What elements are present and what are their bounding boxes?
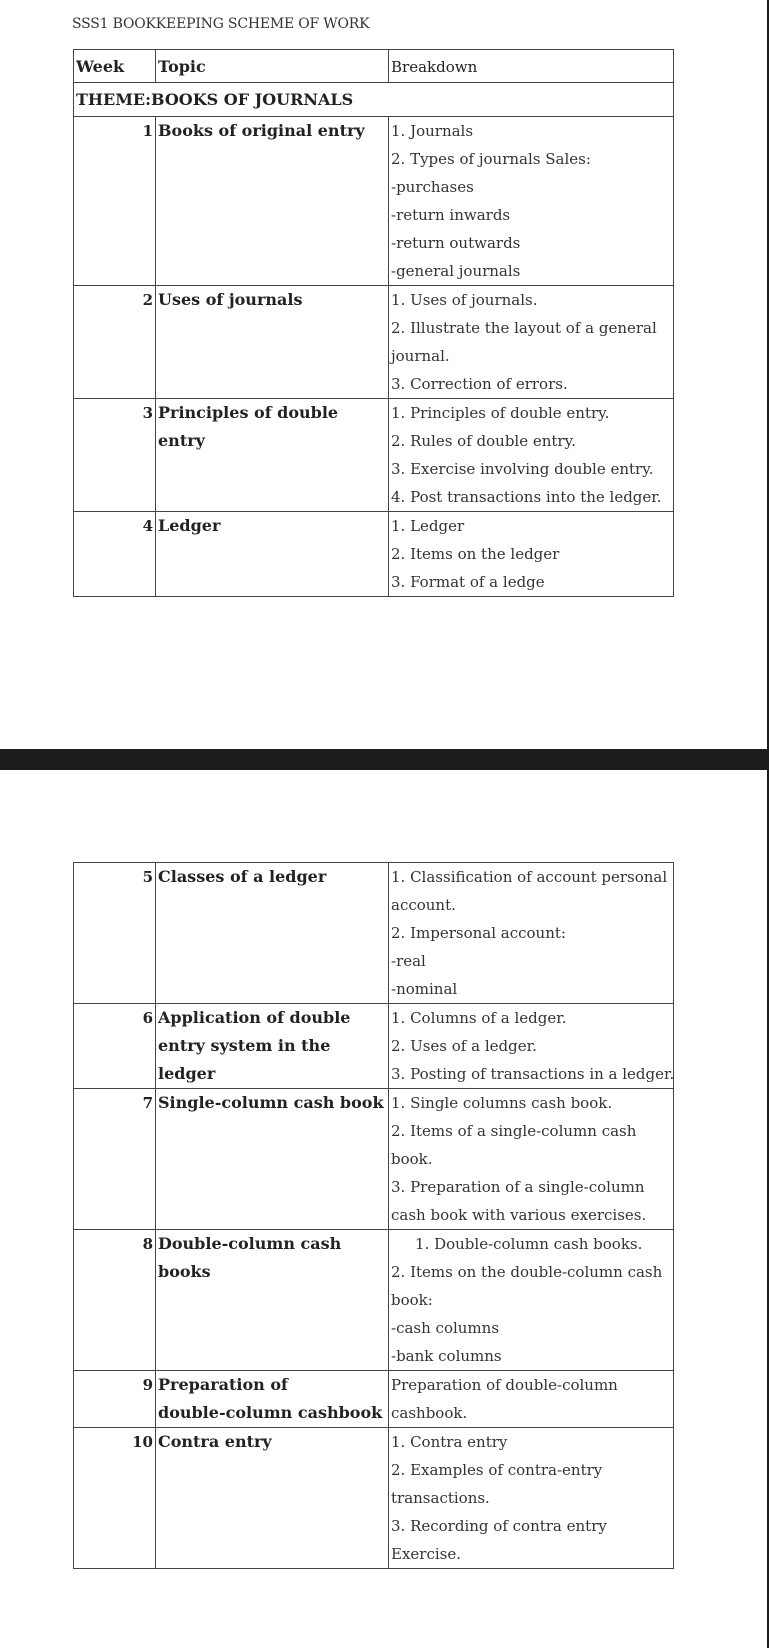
- week-number: 1: [74, 117, 156, 286]
- topic-line: books: [158, 1262, 211, 1281]
- breakdown-line: account.: [391, 896, 456, 914]
- breakdown-line: 1. Ledger: [391, 517, 465, 535]
- breakdown-line: 1. Classification of account personal: [391, 868, 668, 886]
- breakdown-line: cashbook.: [391, 1404, 468, 1422]
- breakdown-cell: [389, 1428, 674, 1569]
- breakdown-line: 2. Impersonal account:: [391, 924, 566, 942]
- topic-cell: [156, 1428, 389, 1569]
- table-row: [74, 863, 674, 1004]
- breakdown-line: 1. Journals: [391, 122, 474, 140]
- breakdown-line: 3. Preparation of a single-column: [391, 1178, 645, 1196]
- topic-line: Uses of journals: [158, 290, 303, 309]
- week-number: 10: [74, 1428, 156, 1569]
- breakdown-line: 3. Format of a ledge: [391, 573, 545, 591]
- breakdown-cell: [389, 399, 674, 512]
- breakdown-line: -bank columns: [391, 1347, 502, 1365]
- breakdown-line: book:: [391, 1291, 433, 1309]
- breakdown-line: Exercise.: [391, 1545, 461, 1563]
- table-row: [74, 1428, 674, 1569]
- week-number: 7: [74, 1089, 156, 1230]
- topic-cell: [156, 117, 389, 286]
- topic-cell: [156, 1230, 389, 1371]
- breakdown-cell: [389, 512, 674, 597]
- theme-label: THEME:BOOKS OF JOURNALS: [74, 83, 674, 117]
- table-row: [74, 286, 674, 399]
- theme-row: [74, 83, 674, 117]
- table-row: [74, 1004, 674, 1089]
- header-week: Week: [74, 50, 156, 83]
- header-topic: Topic: [156, 50, 389, 83]
- scheme-table-part-2: [73, 862, 674, 1569]
- topic-cell: [156, 512, 389, 597]
- table-row: [74, 399, 674, 512]
- breakdown-line: -cash columns: [391, 1319, 500, 1337]
- breakdown-line: 2. Types of journals Sales:: [391, 150, 591, 168]
- breakdown-cell: [389, 1089, 674, 1230]
- breakdown-line: -return inwards: [391, 206, 511, 224]
- topic-cell: [156, 399, 389, 512]
- week-number: 8: [74, 1230, 156, 1371]
- breakdown-line: -general journals: [391, 262, 521, 280]
- table-row: [74, 1371, 674, 1428]
- breakdown-line: transactions.: [391, 1489, 490, 1507]
- week-number: 2: [74, 286, 156, 399]
- document-title: SSS1 BOOKKEEPING SCHEME OF WORK: [72, 16, 370, 32]
- breakdown-line: 1. Double-column cash books.: [415, 1235, 643, 1253]
- breakdown-line: 2. Rules of double entry.: [391, 432, 576, 450]
- scheme-table-part-1: [73, 49, 674, 597]
- breakdown-line: 3. Posting of transactions in a ledger.: [391, 1065, 675, 1083]
- breakdown-cell: [389, 1004, 674, 1089]
- breakdown-line: journal.: [391, 347, 450, 365]
- table-row: [74, 117, 674, 286]
- topic-line: Application of double: [158, 1008, 351, 1027]
- breakdown-line: 3. Recording of contra entry: [391, 1517, 607, 1535]
- breakdown-line: 1. Uses of journals.: [391, 291, 538, 309]
- breakdown-line: 2. Items of a single-column cash: [391, 1122, 637, 1140]
- breakdown-line: -real: [391, 952, 426, 970]
- breakdown-line: 2. Uses of a ledger.: [391, 1037, 537, 1055]
- breakdown-cell: [389, 117, 674, 286]
- table-row: [74, 1230, 674, 1371]
- breakdown-line: 2. Illustrate the layout of a general: [391, 319, 657, 337]
- week-number: 9: [74, 1371, 156, 1428]
- breakdown-line: 1. Columns of a ledger.: [391, 1009, 567, 1027]
- topic-line: Double-column cash: [158, 1234, 342, 1253]
- topic-cell: [156, 863, 389, 1004]
- topic-line: Single-column cash book: [158, 1093, 384, 1112]
- breakdown-line: -nominal: [391, 980, 458, 998]
- breakdown-line: 3. Exercise involving double entry.: [391, 460, 654, 478]
- breakdown-cell: [389, 863, 674, 1004]
- table-row: [74, 1089, 674, 1230]
- topic-line: Ledger: [158, 516, 221, 535]
- breakdown-line: 2. Items on the ledger: [391, 545, 560, 563]
- week-number: 5: [74, 863, 156, 1004]
- breakdown-line: -return outwards: [391, 234, 521, 252]
- breakdown-cell: [389, 1230, 674, 1371]
- topic-cell: [156, 1004, 389, 1089]
- breakdown-line: 1. Principles of double entry.: [391, 404, 610, 422]
- week-number: 6: [74, 1004, 156, 1089]
- week-number: 4: [74, 512, 156, 597]
- breakdown-line: book.: [391, 1150, 433, 1168]
- table-row: [74, 512, 674, 597]
- week-number: 3: [74, 399, 156, 512]
- topic-cell: [156, 1371, 389, 1428]
- document-page-1: [0, 0, 767, 749]
- topic-line: Classes of a ledger: [158, 867, 327, 886]
- breakdown-line: 1. Contra entry: [391, 1433, 508, 1451]
- topic-cell: [156, 1089, 389, 1230]
- breakdown-line: -purchases: [391, 178, 474, 196]
- header-breakdown: Breakdown: [389, 50, 674, 83]
- topic-line: Contra entry: [158, 1432, 272, 1451]
- breakdown-line: 2. Examples of contra-entry: [391, 1461, 603, 1479]
- breakdown-line: 2. Items on the double-column cash: [391, 1263, 663, 1281]
- header-row: [74, 50, 674, 83]
- breakdown-line: 4. Post transactions into the ledger.: [391, 488, 662, 506]
- breakdown-line: 3. Correction of errors.: [391, 375, 568, 393]
- topic-line: double-column cashbook: [158, 1403, 383, 1422]
- breakdown-cell: [389, 1371, 674, 1428]
- breakdown-line: 1. Single columns cash book.: [391, 1094, 613, 1112]
- topic-line: Preparation of: [158, 1375, 288, 1394]
- topic-cell: [156, 286, 389, 399]
- topic-line: entry system in the ledger: [158, 1036, 331, 1083]
- topic-line: Principles of double entry: [158, 403, 339, 450]
- breakdown-cell: [389, 286, 674, 399]
- topic-line: Books of original entry: [158, 121, 365, 140]
- breakdown-line: Preparation of double-column: [391, 1376, 618, 1394]
- document-page-2: [0, 770, 767, 1648]
- breakdown-line: cash book with various exercises.: [391, 1206, 647, 1224]
